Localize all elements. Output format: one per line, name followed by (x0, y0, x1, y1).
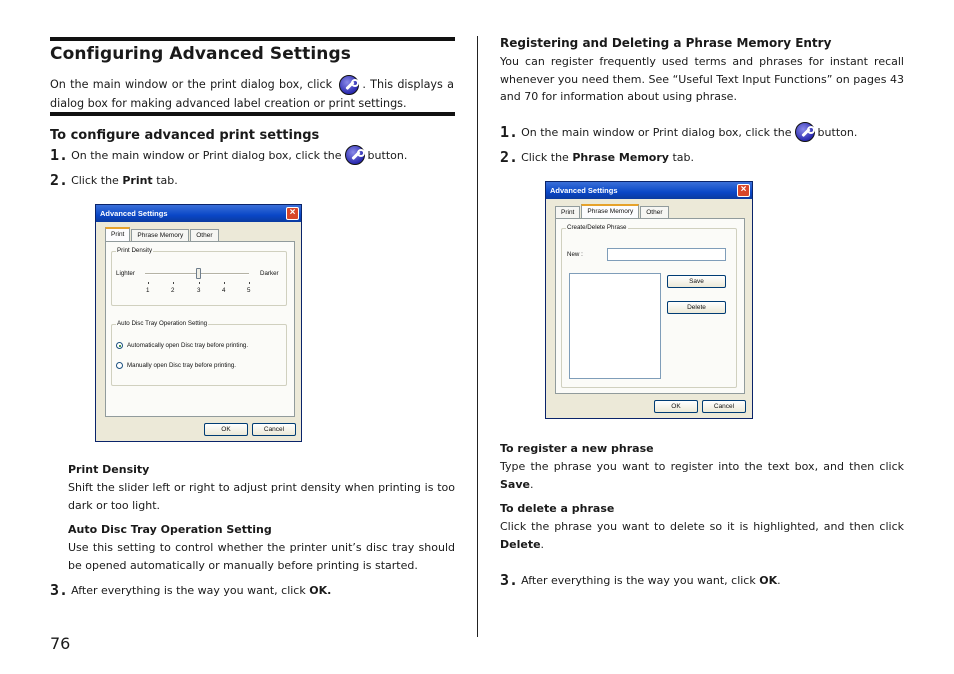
step-2-print (50, 171, 178, 189)
print-density-group (111, 247, 287, 306)
step-bold: Phrase Memory (572, 150, 669, 164)
tab-panel (105, 241, 295, 417)
dialog-title: Advanced Settings (100, 209, 168, 218)
section-heading-print: To configure advanced print settings (50, 128, 320, 143)
slider-tick (199, 282, 200, 284)
advanced-settings-dialog-print (95, 204, 302, 442)
section-heading-phrase: Registering and Deleting a Phrase Memory Entry (500, 36, 832, 50)
register-after: . (529, 477, 534, 491)
scale-label: 1 (146, 287, 150, 294)
density-slider-thumb[interactable] (196, 268, 201, 279)
phrase-intro: You can register frequently used terms and phrases for instant recall whenever you need them. See “Useful Text Input Functions” on pages 43 and 70 for information about using phrase. (500, 55, 904, 103)
step-number: 2. (500, 148, 519, 166)
ok-button[interactable]: OK (204, 423, 248, 436)
step-number: 3. (50, 581, 69, 599)
cancel-button[interactable]: Cancel (702, 400, 746, 413)
intro-paragraph (50, 75, 454, 113)
tab-print[interactable]: Print (555, 206, 580, 218)
column-divider (477, 36, 478, 637)
step-text: After everything is the way you want, click (71, 583, 306, 597)
step-number: 1. (500, 123, 519, 141)
dialog-title: Advanced Settings (550, 186, 618, 195)
slider-tick (148, 282, 149, 284)
tab-other[interactable]: Other (190, 229, 218, 241)
tab-print[interactable]: Print (105, 227, 130, 241)
intro-text-after: . This displays a dialog box for making advanced label creation or print settings. (50, 78, 454, 110)
step-text: Click the (521, 150, 569, 164)
delete-heading: To delete a phrase (500, 502, 615, 515)
step-text-after: . (777, 573, 781, 587)
cancel-button[interactable]: Cancel (252, 423, 296, 436)
auto-disc-tray-group (111, 320, 287, 386)
register-text (500, 458, 904, 493)
new-phrase-input[interactable] (607, 248, 726, 261)
group-label: Print Density (117, 247, 153, 254)
settings-wrench-icon (339, 75, 359, 95)
step-bold: OK (759, 573, 778, 587)
ok-button[interactable]: OK (654, 400, 698, 413)
dialog-titlebar (546, 182, 752, 199)
settings-wrench-icon (345, 145, 365, 165)
slider-tick (173, 282, 174, 284)
step-text: After everything is the way you want, click (521, 573, 756, 587)
step-text-after: button. (367, 148, 408, 162)
delete-bold: Delete (500, 537, 541, 551)
group-label: Auto Disc Tray Operation Setting (117, 320, 208, 327)
radio-auto-label: Automatically open Disc tray before printing. (127, 342, 249, 349)
new-label: New : (567, 251, 583, 258)
page-number: 76 (50, 634, 71, 653)
print-density-heading: Print Density (68, 463, 150, 476)
step-3-print (50, 581, 331, 599)
heading-rule-top (50, 37, 455, 41)
heading-rule-bottom (50, 112, 455, 116)
phrase-list[interactable] (569, 273, 661, 379)
settings-wrench-icon (795, 122, 815, 142)
step-text-after: tab. (156, 173, 178, 187)
intro-text-before: On the main window or the print dialog box, click (50, 78, 333, 91)
auto-disc-heading: Auto Disc Tray Operation Setting (68, 523, 272, 536)
dialog-titlebar (96, 205, 301, 222)
tab-phrase-memory[interactable]: Phrase Memory (581, 204, 639, 218)
delete-after: . (540, 537, 545, 551)
scale-label: 2 (171, 287, 175, 294)
scale-label: 5 (247, 287, 251, 294)
step-text: On the main window or Print dialog box, click the (71, 148, 342, 162)
page-title: Configuring Advanced Settings (50, 44, 351, 64)
tab-strip (555, 206, 670, 218)
create-delete-phrase-group (561, 224, 737, 388)
step-bold: Print (122, 173, 153, 187)
step-text-after: tab. (672, 150, 694, 164)
delete-text (500, 518, 904, 553)
register-bold: Save (500, 477, 530, 491)
darker-label: Darker (260, 270, 279, 277)
scale-label: 4 (222, 287, 226, 294)
register-text-before: Type the phrase you want to register into the text box, and then click (500, 460, 904, 473)
save-button[interactable]: Save (667, 275, 726, 288)
auto-disc-text: Use this setting to control whether the printer unit’s disc tray should be opened automatically or manually before printing is started. (68, 541, 455, 572)
step-text: On the main window or Print dialog box, click the (521, 125, 792, 139)
tab-strip (105, 229, 220, 241)
delete-button[interactable]: Delete (667, 301, 726, 314)
lighter-label: Lighter (116, 270, 135, 277)
step-number: 2. (50, 171, 69, 189)
slider-tick (224, 282, 225, 284)
step-text-after: button. (817, 125, 858, 139)
step-3-phrase (500, 571, 781, 589)
scale-label: 3 (197, 287, 201, 294)
close-icon[interactable]: × (737, 184, 750, 197)
register-heading: To register a new phrase (500, 442, 654, 455)
step-2-phrase (500, 148, 694, 166)
group-label: Create/Delete Phrase (567, 224, 627, 231)
radio-auto-open[interactable] (116, 342, 123, 349)
radio-manual-label: Manually open Disc tray before printing. (127, 362, 237, 369)
close-icon[interactable]: × (286, 207, 299, 220)
step-1-print (50, 145, 407, 165)
step-1-phrase (500, 122, 857, 142)
tab-other[interactable]: Other (640, 206, 668, 218)
radio-manual-open[interactable] (116, 362, 123, 369)
slider-tick (249, 282, 250, 284)
advanced-settings-dialog-phrase (545, 181, 753, 419)
tab-panel (555, 218, 745, 394)
step-text: Click the (71, 173, 119, 187)
step-bold: OK. (309, 583, 332, 597)
delete-text-before: Click the phrase you want to delete so it is highlighted, and then click (500, 520, 904, 533)
step-number: 1. (50, 146, 69, 164)
tab-phrase-memory[interactable]: Phrase Memory (131, 229, 189, 241)
step-number: 3. (500, 571, 519, 589)
print-density-text: Shift the slider left or right to adjust print density when printing is too dark or too light. (68, 481, 455, 512)
